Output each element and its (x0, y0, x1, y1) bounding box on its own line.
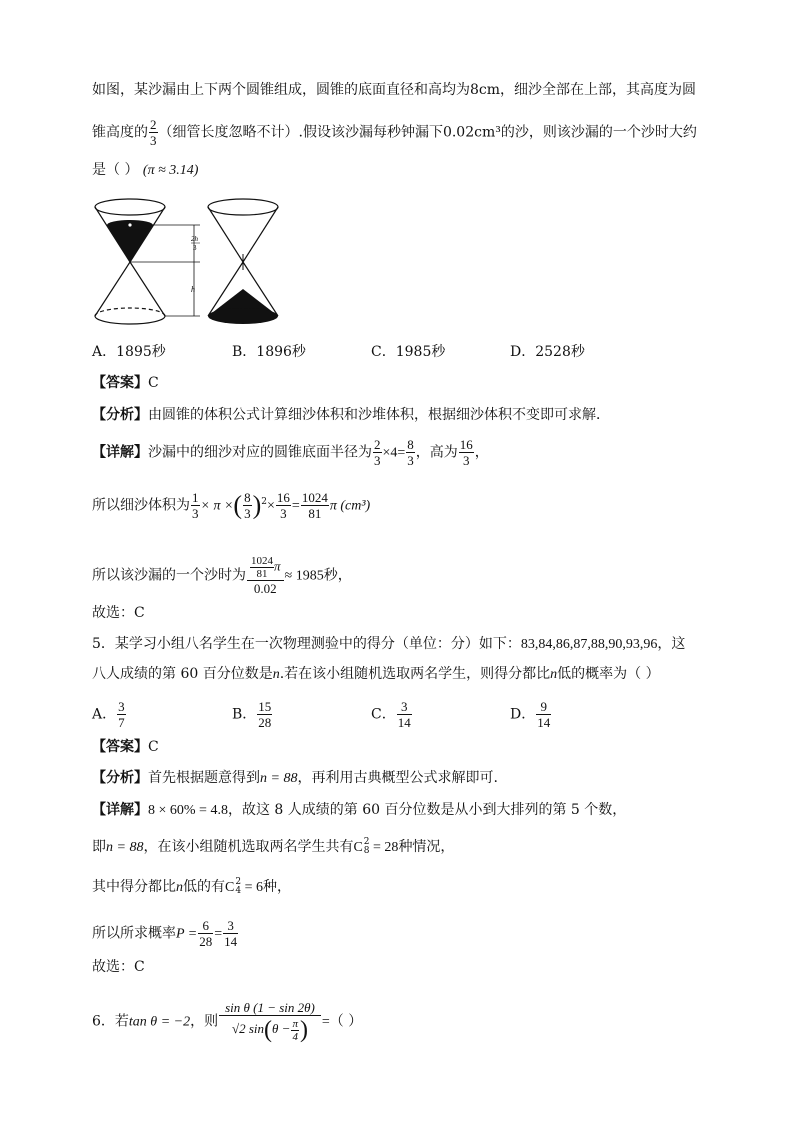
dim-label-2h: 2h (191, 235, 198, 243)
q5-answer: 【答案】C (92, 739, 159, 755)
q5-option-b[interactable]: B． $\frac{15}{28}$ (232, 699, 272, 730)
q4-stem-line2-b: （细管长度忽略不计）.假设该沙漏每秒钟漏下0.02cm³的沙，则该沙漏的一个沙时大约 (158, 124, 697, 141)
q6-stem: 6．若tan θ = −2，则 sin θ (1 − sin 2θ) √2 sin(θ − $\frac{\pi}{4}$ ) =（ ） (92, 1000, 363, 1044)
frac-2-3: $\frac{2}{3}$ (374, 437, 381, 468)
frac-8-3: $\frac{8}{3}$ (407, 437, 414, 468)
q5-stem-line1: 5．某学习小组八名学生在一次物理测验中的得分（单位：分）如下：83,84,86,87,88,90,93,96，这 (92, 636, 686, 652)
q4-stem-line3 (92, 160, 198, 181)
q6-big-fraction: sin θ (1 − sin 2θ) √2 sin(θ − $\frac{\pi}{4}$ ) (219, 1000, 321, 1043)
q4-option-a[interactable]: A．1895秒 (92, 344, 166, 360)
time-fraction: $\frac{1024}{81}$ π 0.02 (247, 555, 284, 596)
q5-option-d[interactable]: D． $\frac{9}{14}$ (510, 699, 551, 730)
right-top-ellipse (208, 199, 278, 215)
hourglass-figure (90, 194, 290, 330)
q4-stem-line2-a: 锥高度的 (92, 124, 148, 141)
q4-option-d[interactable]: D．2528秒 (510, 344, 585, 360)
dim-label-h: h (191, 285, 195, 294)
q4-time-line: 所以该沙漏的一个沙时为 $\frac{1024}{81}$ π 0.02 ≈ 1985秒， (92, 555, 352, 596)
left-top-ellipse (95, 199, 165, 215)
q5-detail-line3: 其中得分都比n低的有C 2 4 = 6种， (92, 877, 291, 896)
q4-stem-line1: 如图，某沙漏由上下两个圆锥组成，圆锥的底面直径和高均为8cm，细沙全部在上部，其高度为圆 (92, 82, 697, 98)
q4-analysis: 【分析】由圆锥的体积公式计算细沙体积和沙堆体积，根据细沙体积不变即可求解． (92, 407, 610, 423)
q4-stem-line2 (92, 117, 697, 148)
q5-detail-line4: 所以所求概率P = $\frac{6}{28}$ = $\frac{3}{14}$ (92, 918, 238, 949)
q4-fraction-two-thirds: $\frac{2}{3}$ (150, 117, 157, 148)
q5-option-c[interactable]: C． $\frac{3}{14}$ (371, 699, 411, 730)
q4-pi-approx: (π ≈ 3.14) (142, 163, 199, 178)
q4-volume-line: 所以细沙体积为 $\frac{1}{3}$ × π ×( $\frac{8}{3}$ )$^2$× $\frac{16}{3}$ = $\frac{1024}{81}$ π (cm³) (92, 490, 371, 521)
q5-detail-line1: 【详解】8 × 60% = 4.8，故这 8 人成绩的第 60 百分位数是从小到大排列的第 5 个数， (92, 802, 627, 818)
q5-detail-line2: 即n = 88，在该小组随机选取两名学生共有C 2 8 = 28种情况， (92, 837, 455, 856)
q4-choose: 故选：C (92, 605, 145, 621)
q5-analysis: 【分析】首先根据题意得到n = 88，再利用古典概型公式求解即可. (92, 770, 498, 786)
q4-blank: 是（ ） (92, 162, 139, 178)
dim-label-3: 3 (193, 244, 197, 252)
q5-option-a[interactable]: A． $\frac{3}{7}$ (92, 699, 125, 730)
left-sand-top (107, 225, 153, 262)
q4-option-c[interactable]: C．1985秒 (371, 344, 446, 360)
q4-detail-line1: 【详解】沙漏中的细沙对应的圆锥底面半径为 $\frac{2}{3}$ ×4= $\frac{8}{3}$ ，高为 $\frac{16}{3}$ ， (92, 437, 489, 468)
q4-option-b[interactable]: B．1896秒 (232, 344, 306, 360)
frac-16-3: $\frac{16}{3}$ (459, 437, 473, 468)
q5-scores: 83,84,86,87,88,90,93,96 (520, 637, 658, 652)
q5-choose: 故选：C (92, 959, 145, 975)
q4-answer: 【答案】C (92, 375, 159, 391)
q5-stem-line2: 八人成绩的第 60 百分位数是n.若在该小组随机选取两名学生，则得分都比n低的概率为（ ） (92, 666, 660, 682)
